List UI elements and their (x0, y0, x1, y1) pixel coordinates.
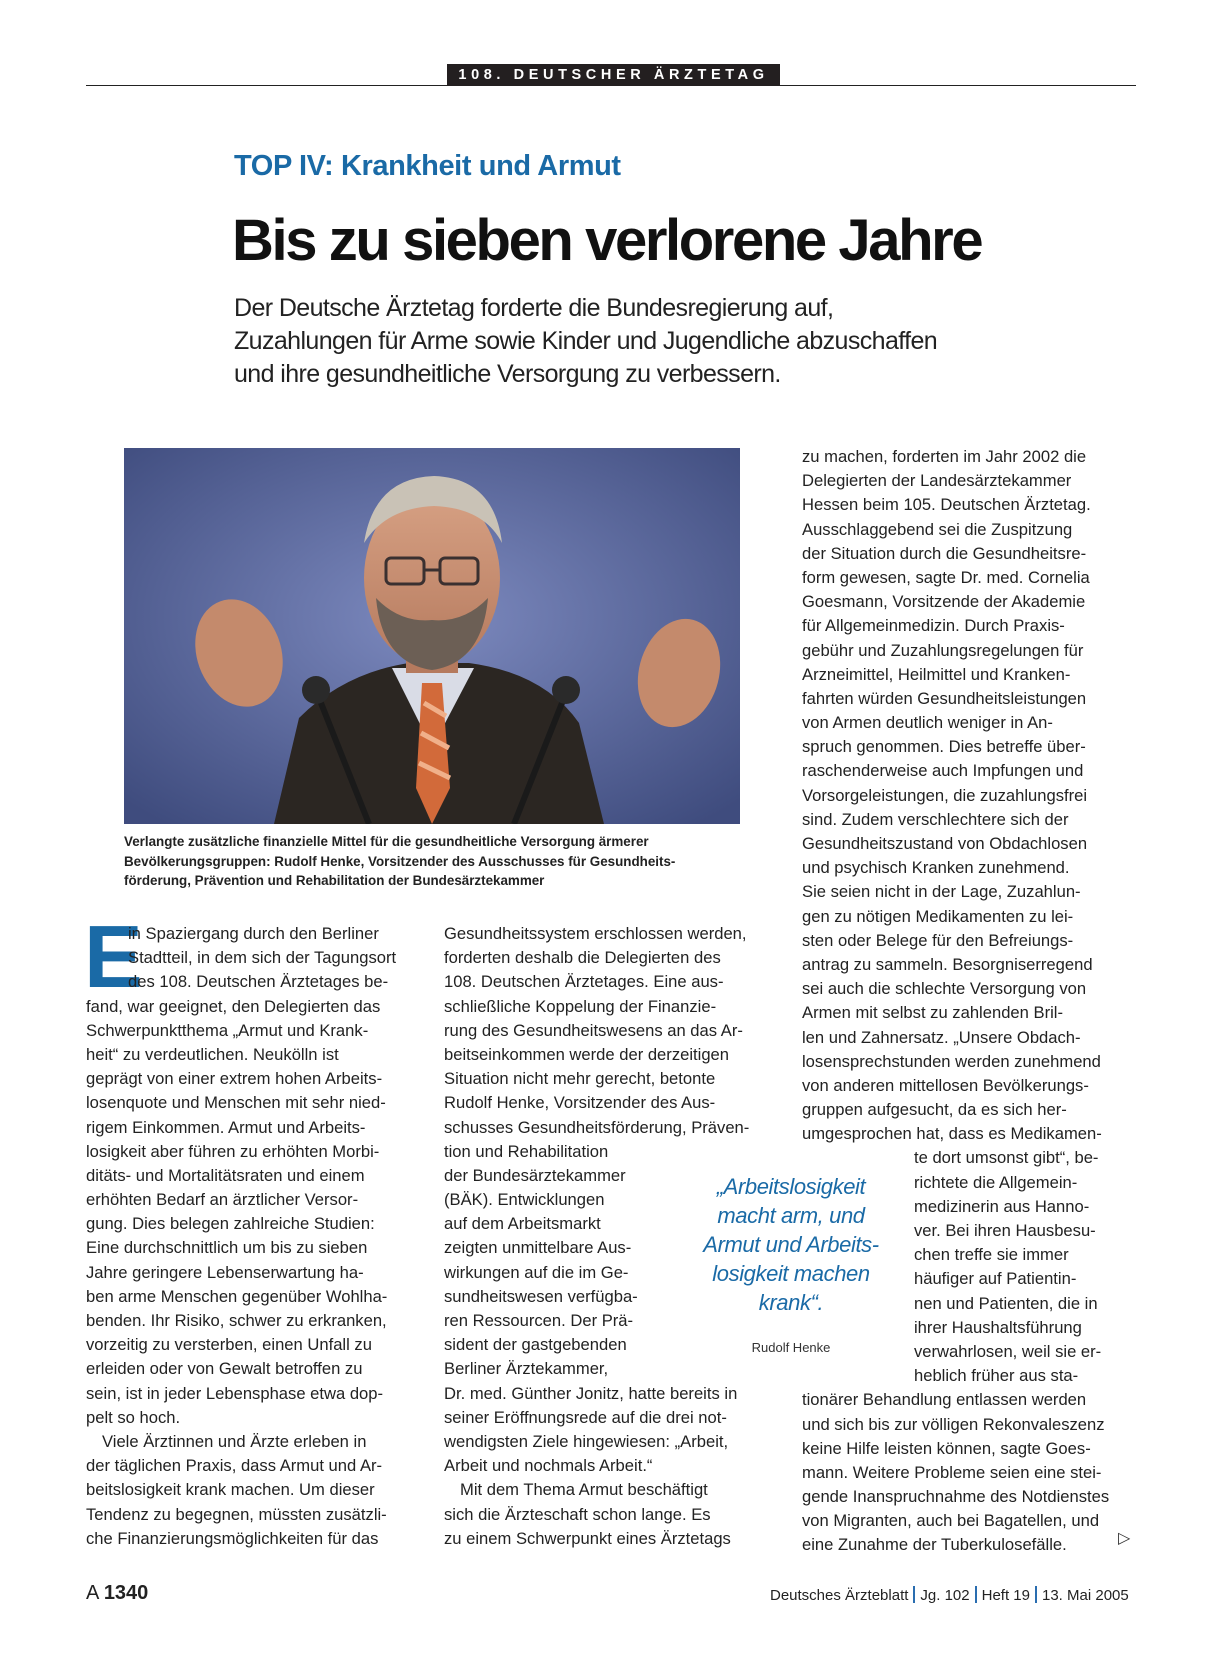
text-line: gebühr und Zuzahlungsregelungen für (802, 640, 1084, 660)
triangle-right-icon: ▷ (1118, 1530, 1131, 1547)
text-line: verwahrlosen, weil sie er- (914, 1341, 1102, 1361)
text-line: von Migranten, auch bei Bagatellen, und (802, 1511, 1100, 1531)
text-line: seiner Eröffnungsrede auf die drei not- (444, 1407, 727, 1427)
text-line: vorzeitig zu versterben, einen Unfall zu (86, 1335, 372, 1355)
text-line: rigem Einkommen. Armut und Arbeits- (86, 1117, 366, 1137)
text-line: zu machen, forderten im Jahr 2002 die (802, 447, 1087, 466)
text-line: Ausschlaggebend sei die Zuspitzung (802, 519, 1073, 539)
text-line: gende Inanspruchnahme des Notdienstes (802, 1487, 1110, 1507)
text-line: heit“ zu verdeutlichen. Neukölln ist (86, 1044, 339, 1064)
text-line: forderten deshalb die Delegierten des (444, 948, 721, 968)
text-line: heblich früher aus sta- (914, 1366, 1079, 1386)
lead-line: Zuzahlungen für Arme sowie Kinder und Jugendliche abzuschaffen (234, 327, 938, 355)
footer-citation (770, 1586, 1129, 1604)
text-line: gruppen aufgesucht, da es sich her- (802, 1100, 1067, 1120)
text-line: zeigten unmittelbare Aus- (444, 1238, 632, 1258)
text-line: ben arme Menschen gegenüber Wohlha- (86, 1286, 388, 1306)
text-line: der Situation durch die Gesundheitsre- (802, 543, 1087, 563)
text-line: beitseinkommen werde der derzeitigen (444, 1044, 730, 1064)
text-line: Mit dem Thema Armut beschäftigt (460, 1480, 708, 1500)
text-line: richtete die Allgemein- (914, 1172, 1078, 1192)
text-line: sident der gastgebenden (444, 1335, 627, 1355)
text-line: Berliner Ärztekammer, (444, 1359, 609, 1379)
page-number (86, 1582, 148, 1605)
text-line: fand, war geeignet, den Delegierten das (86, 996, 381, 1016)
text-line: schusses Gesundheitsförderung, Präven- (444, 1117, 750, 1137)
text-line: te dort umsonst gibt“, be- (914, 1148, 1099, 1168)
pull-quote (678, 1172, 904, 1317)
speaker-photo (124, 448, 740, 824)
text-line: che Finanzierungsmöglichkeiten für das (86, 1528, 379, 1548)
text-line: Stadtteil, in dem sich der Tagungsort (128, 948, 397, 968)
text-line: sei auch die schlechte Versorgung von (802, 979, 1087, 999)
body-column-3 (802, 445, 1136, 1558)
text-line: der Bundesärztekammer (444, 1165, 626, 1185)
text-line: von anderen mittellosen Bevölkerungs- (802, 1075, 1089, 1095)
text-line: Tendenz zu begegnen, müssten zusätzli- (86, 1504, 387, 1524)
text-line: losensprechstunden werden zunehmend (802, 1051, 1101, 1071)
text-line: erleiden oder von Gewalt betroffen zu (86, 1359, 363, 1379)
text-line: spruch genommen. Dies betreffe über- (802, 737, 1086, 757)
text-line: sten oder Belege für den Befreiungs- (802, 930, 1074, 950)
pull-quote-line: Armut und Arbeits- (703, 1232, 879, 1257)
journal-date: 13. Mai 2005 (1042, 1587, 1129, 1604)
text-line: losenquote und Menschen mit sehr nied- (86, 1093, 386, 1113)
text-line: Situation nicht mehr gerecht, betonte (444, 1069, 716, 1089)
text-line: losigkeit aber führen zu erhöhten Morbi- (86, 1141, 380, 1161)
text-line: eine Zunahme der Tuberkulosefälle. (802, 1535, 1067, 1555)
pull-quote-line: „Arbeitslosigkeit (716, 1174, 866, 1199)
text-line: benden. Ihr Risiko, schwer zu erkranken, (86, 1311, 387, 1330)
text-line: und psychisch Kranken zunehmend. (802, 858, 1070, 878)
text-line: (BÄK). Entwicklungen (444, 1190, 605, 1210)
text-line: chen treffe sie immer (914, 1245, 1069, 1265)
text-line: Delegierten der Landesärztekammer (802, 471, 1072, 491)
text-line: des 108. Deutschen Ärztetages be- (128, 972, 389, 992)
text-line: gen zu nötigen Medikamenten zu lei- (802, 906, 1074, 926)
text-line: Vorsorgeleistungen, die zuzahlungsfrei (802, 785, 1088, 805)
text-line: und sich bis zur völligen Rekonvaleszenz (802, 1414, 1105, 1434)
article-kicker: TOP IV: Krankheit und Armut (234, 150, 621, 182)
text-line: 108. Deutschen Ärztetages. Eine aus- (444, 972, 724, 992)
text-line: mann. Weitere Probleme seien eine stei- (802, 1462, 1102, 1482)
article-title: Bis zu sieben verlorene Jahre (232, 208, 982, 273)
text-line: Hessen beim 105. Deutschen Ärztetag. (802, 495, 1091, 515)
text-line: tionärer Behandlung entlassen werden (802, 1390, 1087, 1410)
text-line: Eine durchschnittlich um bis zu sieben (86, 1238, 368, 1258)
footer-separator (913, 1586, 915, 1603)
lead-line: und ihre gesundheitliche Versorgung zu verbessern. (234, 360, 781, 388)
caption-line: Verlangte zusätzliche finanzielle Mittel für die gesundheitliche Versorgung ärmerer (124, 834, 649, 849)
caption-line: Bevölkerungsgruppen: Rudolf Henke, Vorsitzender des Ausschusses für Gesundheits- (124, 853, 676, 869)
pull-quote-line: macht arm, und (717, 1203, 865, 1228)
footer-separator (975, 1586, 977, 1603)
text-line: pelt so hoch. (86, 1407, 181, 1427)
text-line: medizinerin aus Hanno- (914, 1196, 1090, 1216)
caption-line: förderung, Prävention und Rehabilitation der Bundesärztekammer (124, 873, 545, 888)
text-line: Armen mit selbst zu zahlenden Bril- (802, 1003, 1063, 1023)
text-line: ver. Bei ihren Hausbesu- (914, 1221, 1096, 1240)
lead-line: Der Deutsche Ärztetag forderte die Bundesregierung auf, (234, 294, 834, 322)
page-prefix: A (86, 1582, 99, 1604)
text-line: Schwerpunktthema „Armut und Krank- (86, 1020, 369, 1040)
text-line: sich die Ärzteschaft schon lange. Es (444, 1504, 711, 1524)
text-line: Dr. med. Günther Jonitz, hatte bereits in (444, 1383, 738, 1403)
text-line: Jahre geringere Lebenserwartung ha- (86, 1262, 364, 1282)
text-line: geprägt von einer extrem hohen Arbeits- (86, 1069, 383, 1089)
text-line: len und Zahnersatz. „Unsere Obdach- (802, 1027, 1081, 1047)
text-line: gung. Dies belegen zahlreiche Studien: (86, 1214, 375, 1234)
text-line: in Spaziergang durch den Berliner (128, 924, 379, 943)
text-line: tion und Rehabilitation (444, 1141, 609, 1161)
text-line: sind. Zudem verschlechtere sich der (802, 809, 1069, 829)
body-column-1 (86, 922, 418, 1551)
text-line: Arbeit und nochmals Arbeit.“ (444, 1456, 653, 1476)
text-line: sundheitswesen verfügba- (444, 1286, 638, 1306)
page-number-value: 1340 (103, 1582, 149, 1604)
text-line: Goesmann, Vorsitzende der Akademie (802, 592, 1086, 612)
text-line: der täglichen Praxis, dass Armut und Ar- (86, 1456, 383, 1476)
text-line: Gesundheitssystem erschlossen werden, (444, 924, 747, 943)
text-line: raschenderweise auch Impfungen und (802, 761, 1084, 781)
text-line: Sie seien nicht in der Lage, Zuzahlun- (802, 882, 1081, 902)
text-line: nen und Patienten, die in (914, 1293, 1098, 1313)
text-line: ihrer Haushaltsführung (914, 1317, 1082, 1337)
section-header: 108. DEUTSCHER ÄRZTETAG (447, 64, 780, 86)
journal-issue: Heft 19 (981, 1587, 1030, 1604)
text-line: zu einem Schwerpunkt eines Ärztetags (444, 1528, 731, 1548)
text-line: erhöhten Bedarf an ärztlicher Versor- (86, 1190, 359, 1210)
pull-quote-author: Rudolf Henke (751, 1340, 831, 1355)
footer-separator (1035, 1586, 1037, 1603)
text-line: auf dem Arbeitsmarkt (444, 1214, 601, 1234)
pull-quote-line: losigkeit machen (712, 1261, 870, 1286)
text-line: für Allgemeinmedizin. Durch Praxis- (802, 616, 1065, 636)
article-lead (234, 292, 1134, 391)
text-line: von Armen deutlich weniger in An- (802, 713, 1053, 733)
text-line: ren Ressourcen. Der Prä- (444, 1311, 634, 1330)
text-line: Gesundheitszustand von Obdachlosen (802, 834, 1088, 853)
text-line: sein, ist in jeder Lebensphase etwa dop- (86, 1383, 384, 1403)
text-line: schließliche Koppelung der Finanzie- (444, 996, 717, 1016)
photo-caption (124, 832, 754, 891)
text-line: häufiger auf Patientin- (914, 1269, 1077, 1289)
journal-name: Deutsches Ärzteblatt (770, 1587, 909, 1604)
text-line: rung des Gesundheitswesens an das Ar- (444, 1020, 743, 1040)
pull-quote-line: krank“. (758, 1290, 824, 1315)
text-line: Rudolf Henke, Vorsitzender des Aus- (444, 1093, 716, 1113)
text-line: fahrten würden Gesundheitsleistungen (802, 688, 1087, 708)
text-line: wirkungen auf die im Ge- (444, 1262, 629, 1282)
text-line: Viele Ärztinnen und Ärzte erleben in (102, 1431, 367, 1451)
text-line: wendigsten Ziele hingewiesen: „Arbeit, (444, 1431, 729, 1451)
text-line: keine Hilfe leisten können, sagte Goes- (802, 1438, 1091, 1458)
text-line: umgesprochen hat, dass es Medikamen- (802, 1124, 1102, 1144)
text-line: antrag zu sammeln. Besorgniserregend (802, 954, 1093, 974)
text-line: Arzneimittel, Heilmittel und Kranken- (802, 664, 1071, 684)
journal-volume: Jg. 102 (920, 1587, 970, 1604)
text-line: ditäts- und Mortalitätsraten und einem (86, 1165, 365, 1185)
text-line: beitslosigkeit krank machen. Um dieser (86, 1480, 375, 1500)
drop-cap: E (84, 907, 143, 1006)
text-line: form gewesen, sagte Dr. med. Cornelia (802, 567, 1090, 587)
